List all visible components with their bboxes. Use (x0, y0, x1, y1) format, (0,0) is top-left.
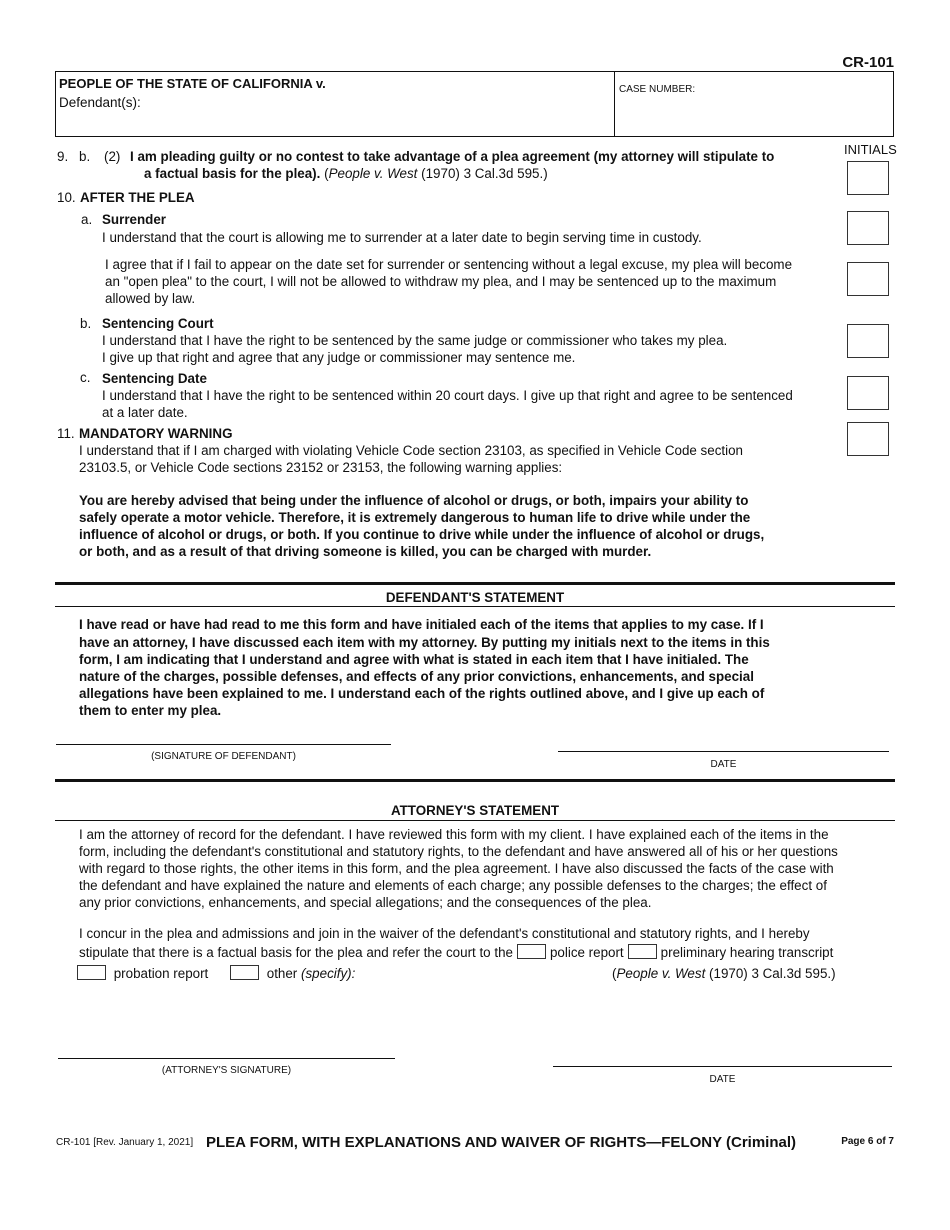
warning-line1: You are hereby advised that being under the influence of alcohol or drugs, or both, impairs your ability to (79, 493, 749, 508)
item-10-heading: AFTER THE PLEA (80, 190, 195, 205)
defendant-date-label: DATE (710, 759, 737, 770)
defendant-text-line4: nature of the charges, possible defenses, and effects of any prior convictions, enhancements, and special (79, 669, 754, 684)
attorney-text-line4: the defendant and have explained the nature and elements of each charge; any possible defenses to the charges; the effect of (79, 878, 827, 893)
initials-box-10c[interactable] (847, 376, 889, 410)
initials-box-9b2[interactable] (847, 161, 889, 195)
attorney-cite-case: People v. West (616, 966, 706, 981)
defendant-text-line2: have an attorney, I have discussed each item with my attorney. By putting my initials next to the items in this (79, 635, 770, 650)
attorney-signature-line[interactable] (58, 1058, 395, 1059)
item-11-heading: MANDATORY WARNING (79, 426, 233, 441)
item-9-cite-open: ( (324, 166, 329, 181)
defendant-text-line6: them to enter my plea. (79, 703, 222, 718)
item-9-cite-case: People v. West (328, 166, 418, 181)
divider-attorney-title (55, 820, 895, 821)
defendant-date-line[interactable] (558, 751, 889, 752)
divider-defendant-top (55, 582, 895, 585)
warning-line2: safely operate a motor vehicle. Therefore, it is extremely dangerous to human life to drive while under the (79, 510, 751, 525)
item-10b-letter: b. (80, 316, 92, 331)
warning-line4: or both, and as a result of that driving someone is killed, you can be charged with murder. (79, 544, 652, 559)
item-10b-text-line2: I give up that right and agree that any judge or commissioner may sentence me. (102, 350, 576, 365)
item-9-text-line1: I am pleading guilty or no contest to take advantage of a plea agreement (my attorney will stipulate to (130, 149, 775, 164)
initials-box-10a-1[interactable] (847, 211, 889, 245)
item-10a-text2-line2: an "open plea" to the court, I will not be allowed to withdraw my plea, and I may be sentenced up to the maximum (105, 274, 777, 289)
item-10c-title: Sentencing Date (102, 371, 207, 386)
item-10-number: 10. (57, 190, 76, 205)
divider-attorney-top (55, 779, 895, 782)
concur-line1: I concur in the plea and admissions and join in the waiver of the defendant's constitutional and statutory rights, and I hereby (79, 926, 810, 941)
item-9-cite-rest: (1970) 3 Cal.3d 595.) (421, 166, 548, 181)
initials-box-10a-2[interactable] (847, 262, 889, 296)
probation-report-checkbox[interactable] (77, 965, 106, 980)
item-9-bold-line2: a factual basis for the plea). (144, 166, 321, 181)
attorney-text-line3: with regard to those rights, the other items in this form, and the plea agreement. I have also discussed the facts of the case with (79, 861, 834, 876)
defendant-text-line3: form, I am indicating that I understand and agree with what is stated in each item that I have initialed. The (79, 652, 749, 667)
attorney-citation (612, 965, 836, 982)
item-10c-text-line2: at a later date. (102, 405, 188, 420)
item-11-text-line1: I understand that if I am charged with violating Vehicle Code section 23103, as specified in Vehicle Code section (79, 443, 743, 458)
footer-page-number: Page 6 of 7 (841, 1136, 894, 1147)
item-9-text-line2 (144, 165, 548, 182)
defendant-field[interactable]: Defendant(s): (59, 95, 141, 110)
item-10c-text-line1: I understand that I have the right to be sentenced within 20 court days. I give up that right and agree to be sentenced (102, 388, 793, 403)
attorney-statement-title: ATTORNEY'S STATEMENT (390, 803, 560, 818)
defendant-signature-line[interactable] (56, 744, 391, 745)
other-specify-label: (specify): (301, 966, 356, 981)
concur-line2 (79, 944, 833, 961)
police-report-label: police report (549, 945, 624, 960)
attorney-date-line[interactable] (553, 1066, 892, 1067)
item-10a-text2-line1: I agree that if I fail to appear on the date set for surrender or sentencing without a legal excuse, my plea will become (105, 257, 793, 272)
initials-box-11[interactable] (847, 422, 889, 456)
caption-left-cell (56, 72, 615, 136)
defendant-statement-title: DEFENDANT'S STATEMENT (385, 590, 565, 605)
item-11-number: 11. (57, 426, 75, 441)
item-9-sub: (2) (104, 149, 121, 164)
item-9-number: 9. (57, 149, 69, 164)
attorney-cite-open: ( (612, 966, 617, 981)
divider-defendant-title (55, 606, 895, 607)
item-11-text-line2: 23103.5, or Vehicle Code sections 23152 or 23153, the following warning applies: (79, 460, 563, 475)
options-line (77, 965, 355, 982)
police-report-checkbox[interactable] (517, 944, 546, 959)
case-number-field[interactable]: CASE NUMBER: (619, 84, 696, 95)
defendant-text-line1: I have read or have had read to me this form and have initialed each of the items that applies to my case. If I (79, 617, 764, 632)
prelim-transcript-checkbox[interactable] (628, 944, 657, 959)
attorney-text-line2: form, including the defendant's constitutional and statutory rights, to the defendant and have answered all of his or her questions (79, 844, 838, 859)
attorney-text-line5: any prior convictions, enhancements, and special allegations; and the consequences of the plea. (79, 895, 652, 910)
other-label: other (266, 966, 298, 981)
footer-revision: CR-101 [Rev. January 1, 2021] (56, 1137, 194, 1148)
probation-report-label: probation report (113, 966, 209, 981)
form-id: CR-101 (842, 54, 894, 71)
item-10a-text1: I understand that the court is allowing me to surrender at a later date to begin serving time in custody. (102, 230, 702, 245)
defendant-signature-label: (SIGNATURE OF DEFENDANT) (151, 751, 296, 762)
concur-line2-text: stipulate that there is a factual basis for the plea and refer the court to the (79, 945, 513, 960)
defendant-text-line5: allegations have been explained to me. I understand each of the rights outlined above, and I give up each of (79, 686, 765, 701)
caption-title: PEOPLE OF THE STATE OF CALIFORNIA v. (59, 76, 326, 91)
item-10b-text-line1: I understand that I have the right to be sentenced by the same judge or commissioner who takes my plea. (102, 333, 728, 348)
item-10a-letter: a. (81, 212, 93, 227)
attorney-text-line1: I am the attorney of record for the defendant. I have reviewed this form with my client. I have explained each of the items in the (79, 827, 829, 842)
item-10a-title: Surrender (102, 212, 166, 227)
prelim-transcript-label: preliminary hearing transcript (660, 945, 834, 960)
warning-line3: influence of alcohol or drugs, or both. If you continue to drive while under the influence of alcohol or drugs, (79, 527, 765, 542)
item-10b-title: Sentencing Court (102, 316, 214, 331)
initials-label: INITIALS (844, 142, 897, 157)
attorney-signature-label: (ATTORNEY'S SIGNATURE) (161, 1065, 292, 1076)
footer-title: PLEA FORM, WITH EXPLANATIONS AND WAIVER OF RIGHTS—FELONY (Criminal) (206, 1134, 797, 1151)
item-10c-letter: c. (80, 370, 91, 385)
item-10a-text2-line3: allowed by law. (105, 291, 196, 306)
case-caption (55, 71, 894, 137)
other-checkbox[interactable] (230, 965, 259, 980)
attorney-date-label: DATE (709, 1074, 736, 1085)
item-9-letter: b. (79, 149, 91, 164)
initials-box-10b[interactable] (847, 324, 889, 358)
attorney-cite-rest: (1970) 3 Cal.3d 595.) (709, 966, 836, 981)
